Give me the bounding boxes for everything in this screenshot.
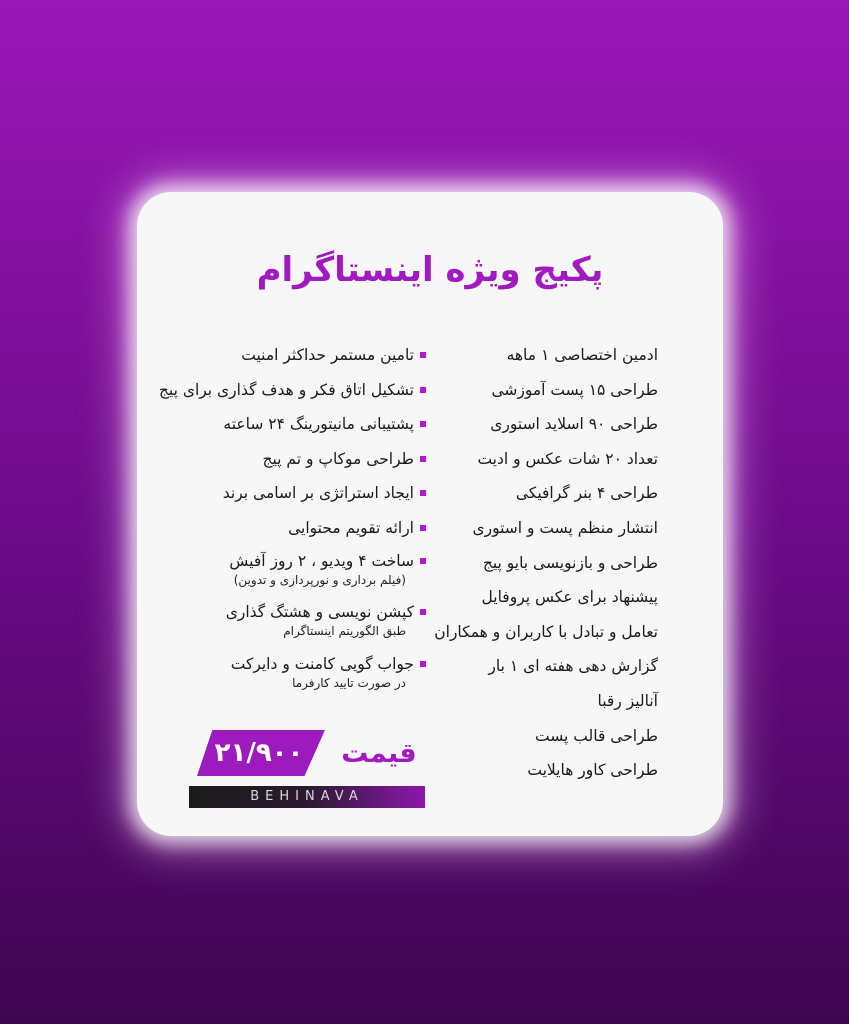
bullet-icon	[420, 558, 426, 564]
bullet-icon	[420, 525, 426, 531]
feature-item: طراحی ۹۰ اسلاید استوری	[490, 415, 658, 434]
feature-item: طراحی کاور هایلایت	[527, 761, 658, 780]
feature-subtext: (فیلم برداری و نورپردازی و تدوین)	[233, 572, 406, 587]
feature-text: ارائه تقویم محتوایی	[288, 518, 414, 537]
bullet-icon	[420, 490, 426, 496]
feature-subtext: در صورت تایید کارفرما	[292, 675, 406, 690]
price-value: ۲۱/۹۰۰	[214, 738, 304, 768]
feature-item	[159, 373, 426, 408]
bullet-icon	[420, 661, 426, 667]
feature-subtext: طبق الگوریتم اینستاگرام	[283, 623, 406, 638]
bullet-icon	[420, 387, 426, 393]
feature-item	[159, 598, 426, 650]
feature-item	[159, 338, 426, 373]
feature-text: ساخت ۴ ویدیو ، ۲ روز آفیش	[229, 551, 414, 570]
feature-item: تعداد ۲۰ شات عکس و ادیت	[477, 449, 658, 468]
feature-item	[159, 442, 426, 477]
feature-item: تعامل و تبادل با کاربران و همکاران	[434, 622, 658, 641]
feature-text: تامین مستمر حداکثر امنیت	[241, 346, 414, 364]
price-label: قیمت	[341, 738, 417, 769]
feature-item	[159, 546, 426, 598]
feature-item: انتشار منظم پست و استوری	[472, 518, 658, 537]
features-list-left	[159, 338, 426, 702]
feature-text: ایجاد استراتژی بر اسامی برند	[222, 484, 414, 503]
feature-text: جواب گویی کامنت و دایرکت	[230, 654, 414, 673]
feature-item: طراحی ۱۵ پست آموزشی	[491, 380, 658, 399]
brand-watermark: BEHINAVA	[250, 789, 364, 804]
feature-item: آنالیز رقبا	[597, 691, 658, 710]
feature-item: گزارش دهی هفته ای ۱ بار	[488, 657, 658, 676]
feature-item: طراحی ۴ بنر گرافیکی	[515, 484, 658, 503]
feature-item	[159, 407, 426, 442]
features-list-right	[434, 338, 658, 788]
bullet-icon	[420, 456, 426, 462]
bullet-icon	[420, 609, 426, 615]
package-title: پکیج ویژه اینستاگرام	[256, 250, 604, 290]
feature-item: طراحی قالب پست	[535, 726, 658, 745]
feature-text: طراحی موکاپ و تم پیج	[262, 449, 414, 468]
feature-text: تشکیل اتاق فکر و هدف گذاری برای پیج	[158, 380, 414, 399]
feature-item	[159, 511, 426, 546]
feature-text: کپشن نویسی و هشتگ گذاری	[225, 602, 414, 621]
feature-text: پشتیبانی مانیتورینگ ۲۴ ساعته	[223, 415, 414, 434]
package-card	[137, 192, 723, 836]
feature-item	[159, 476, 426, 511]
price-section	[189, 730, 429, 810]
feature-item: ادمین اختصاصی ۱ ماهه	[506, 346, 658, 364]
feature-item: طراحی و بازنویسی بایو پیج	[482, 553, 658, 572]
feature-item	[159, 650, 426, 702]
feature-item: پیشنهاد برای عکس پروفایل	[481, 588, 658, 607]
bullet-icon	[420, 421, 426, 427]
bullet-icon	[420, 352, 426, 358]
